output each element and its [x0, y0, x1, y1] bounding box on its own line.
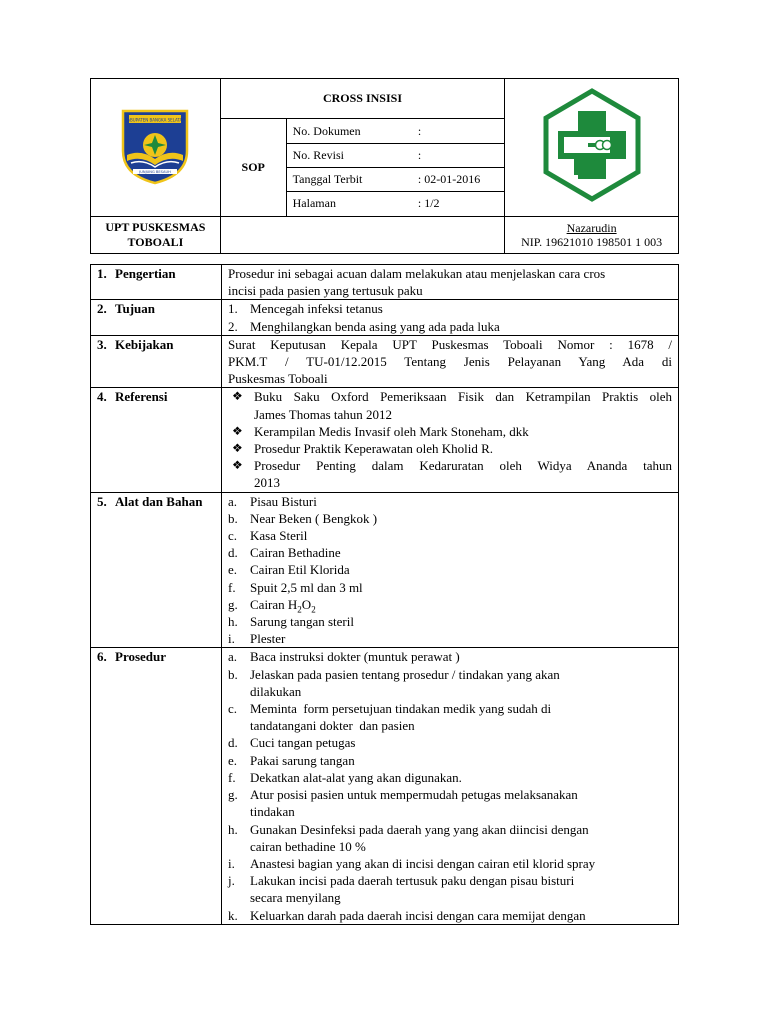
list-item [228, 510, 672, 527]
regency-logo-cell [91, 79, 221, 217]
signer-nip: NIP. 19621010 198501 1 003 [521, 234, 663, 249]
blank-cell [220, 216, 504, 253]
sop-content-table [90, 264, 679, 925]
list-item [228, 630, 672, 647]
item-text: Menghilangkan benda asing yang ada pada luka [250, 318, 500, 334]
section-prosedur [91, 648, 679, 924]
document-title: CROSS INSISI [220, 79, 504, 119]
section-alat-bahan [91, 492, 679, 648]
list-item [232, 388, 672, 422]
item-text: Prosedur Praktik Keperawatan oleh Kholid R. [254, 441, 494, 457]
item-marker: i. [228, 855, 235, 871]
section-label [91, 265, 222, 300]
list-item [228, 318, 672, 335]
section-label [91, 648, 222, 924]
list-item [228, 613, 672, 630]
item-text: Spuit 2,5 ml dan 3 ml [250, 579, 363, 595]
meta-value-tanggal: : 02-01-2016 [412, 167, 505, 191]
list-item [228, 666, 672, 700]
item-text [250, 666, 672, 700]
item-marker: j. [228, 873, 235, 889]
item-marker: 2. [228, 318, 238, 334]
signature-block [505, 216, 679, 253]
org-line-2: TOBOALI [127, 234, 184, 249]
item-marker: a. [228, 493, 238, 509]
meta-label-tanggal: Tanggal Terbit [286, 167, 412, 191]
list-item [228, 561, 672, 578]
list-item [228, 786, 672, 820]
item-line: James Thomas tahun 2012 [254, 406, 393, 422]
regency-emblem-icon [119, 105, 191, 185]
formula-subscript: 2 [311, 604, 316, 615]
item-text: Near Beken ( Bengkok ) [250, 510, 378, 526]
list-item [232, 440, 672, 457]
item-line: Buku Saku Oxford Pemeriksaan Fisik dan Ketrampilan Praktis oleh [254, 389, 672, 405]
section-label [91, 492, 222, 648]
list-item [228, 752, 672, 769]
section-label [91, 300, 222, 335]
item-marker: g. [228, 787, 238, 803]
list-item [228, 855, 672, 872]
item-marker: 1. [228, 301, 238, 317]
text-line: PKM.T / TU-01/12.2015 Tentang Jenis Pelayanan Yang Ada di [228, 354, 672, 370]
list-item [228, 821, 672, 855]
diamond-bullet-icon: ❖ [232, 441, 243, 456]
item-text: Keluarkan darah pada daerah incisi dengan cara memijat dengan [250, 907, 586, 923]
item-text [250, 821, 672, 855]
item-marker: b. [228, 666, 238, 682]
section-number: 2. [97, 301, 107, 317]
meta-value-dokumen: : [412, 119, 505, 143]
section-label [91, 388, 222, 492]
section-number: 3. [97, 336, 107, 352]
section-content [222, 492, 679, 648]
item-marker: g. [228, 596, 238, 612]
item-text [250, 786, 672, 820]
item-marker: c. [228, 701, 238, 717]
item-marker: k. [228, 907, 238, 923]
item-text: Pisau Bisturi [250, 493, 317, 509]
formula-subscript: 2 [297, 604, 302, 615]
item-marker: c. [228, 528, 238, 544]
section-number: 4. [97, 389, 107, 405]
section-content [222, 300, 679, 335]
item-marker: e. [228, 752, 238, 768]
item-line: 2013 [254, 475, 280, 491]
signer-name: Nazarudin [566, 220, 617, 235]
list-item [228, 493, 672, 510]
document-header [90, 78, 679, 254]
meta-label-dokumen: No. Dokumen [286, 119, 412, 143]
puskesmas-logo-cell [505, 79, 679, 217]
section-tujuan [91, 300, 679, 335]
list-item [228, 527, 672, 544]
item-marker: d. [228, 545, 238, 561]
item-text: Kerampilan Medis Invasif oleh Mark Stoneham, dkk [254, 423, 529, 439]
section-number: 6. [97, 649, 107, 665]
sop-label: SOP [220, 119, 286, 216]
item-marker: f. [228, 769, 236, 785]
item-line: secara menyilang [250, 890, 341, 906]
formula-text: O [301, 596, 312, 612]
item-text [254, 457, 672, 491]
text-line: Prosedur ini sebagai acuan dalam melakukan atau menjelaskan cara cros [228, 266, 606, 281]
item-text: Anastesi bagian yang akan di incisi dengan cairan etil klorid spray [250, 855, 596, 871]
item-text: Cuci tangan petugas [250, 735, 356, 751]
section-label [91, 335, 222, 388]
list-item [228, 300, 672, 317]
org-line-1: UPT PUSKESMAS [105, 219, 206, 234]
section-title: Tujuan [115, 301, 155, 317]
emblem-top-text: KABUPATEN BANGKA SELATAN [125, 117, 186, 123]
section-title: Alat dan Bahan [115, 493, 203, 509]
section-title: Referensi [115, 389, 168, 405]
list-item [228, 769, 672, 786]
section-kebijakan [91, 335, 679, 388]
diamond-bullet-icon: ❖ [232, 423, 243, 438]
item-marker: h. [228, 614, 238, 630]
item-text: Mencegah infeksi tetanus [250, 301, 383, 317]
item-text: Kasa Steril [250, 528, 308, 544]
item-text: Pakai sarung tangan [250, 752, 355, 768]
item-text [250, 700, 672, 734]
item-line: cairan bethadine 10 % [250, 838, 366, 854]
section-title: Prosedur [115, 649, 167, 665]
emblem-motto-text: JUNJUNG BESAUH [139, 170, 172, 175]
meta-label-halaman: Halaman [286, 192, 412, 216]
organization-name [91, 216, 221, 253]
item-text: Dekatkan alat-alat yang akan digunakan. [250, 769, 462, 785]
item-marker: i. [228, 631, 235, 647]
item-line: Atur posisi pasien untuk mempermudah petugas melaksanakan [250, 787, 578, 803]
item-marker: e. [228, 562, 238, 578]
item-line: Gunakan Desinfeksi pada daerah yang yang akan diincisi dengan [250, 821, 589, 837]
list-item [228, 596, 672, 613]
section-title: Pengertian [115, 266, 176, 281]
meta-value-halaman: : 1/2 [412, 192, 505, 216]
meta-value-revisi: : [412, 143, 505, 167]
item-line: tindakan [250, 804, 295, 820]
item-text: Baca instruksi dokter (muntuk perawat ) [250, 649, 460, 665]
list-item [228, 734, 672, 751]
item-line: dilakukan [250, 683, 302, 699]
section-content [222, 265, 679, 300]
list-item [228, 700, 672, 734]
list-item [228, 544, 672, 561]
item-marker: a. [228, 649, 238, 665]
section-content [222, 388, 679, 492]
item-line: Lakukan incisi pada daerah tertusuk paku dengan pisau bisturi [250, 873, 575, 889]
item-text: Cairan Bethadine [250, 545, 341, 561]
text-line: Surat Keputusan Kepala UPT Puskesmas Toboali Nomor : 1678 / [228, 336, 672, 352]
item-text: Plester [250, 631, 286, 647]
item-text [254, 388, 672, 422]
list-item [228, 907, 672, 924]
text-line: incisi pada pasien yang tertusuk paku [228, 283, 423, 299]
item-marker: f. [228, 579, 236, 595]
item-line: Meminta form persetujuan tindakan medik yang sudah di [250, 701, 552, 717]
list-item [228, 648, 672, 665]
section-number: 5. [97, 493, 107, 509]
item-text [250, 872, 672, 906]
item-marker: b. [228, 510, 238, 526]
section-pengertian [91, 265, 679, 300]
list-item [228, 579, 672, 596]
list-item [228, 872, 672, 906]
section-content [222, 648, 679, 924]
item-line: Prosedur Penting dalam Kedaruratan oleh Widya Ananda tahun [254, 458, 672, 474]
list-item [232, 457, 672, 491]
item-line: Jelaskan pada pasien tentang prosedur / tindakan yang akan [250, 666, 560, 682]
diamond-bullet-icon: ❖ [232, 389, 243, 404]
section-content [222, 335, 679, 388]
section-title: Kebijakan [115, 336, 174, 352]
diamond-bullet-icon: ❖ [232, 458, 243, 473]
puskesmas-logo-icon [534, 87, 650, 203]
item-text [250, 596, 672, 613]
text-line: Puskesmas Toboali [228, 371, 328, 387]
item-text: Sarung tangan steril [250, 614, 354, 630]
section-referensi [91, 388, 679, 492]
item-marker: h. [228, 821, 238, 837]
list-item [232, 423, 672, 440]
item-line: tandatangani dokter dan pasien [250, 718, 415, 734]
formula-text: Cairan H [250, 596, 298, 612]
item-marker: d. [228, 735, 238, 751]
section-number: 1. [97, 266, 107, 281]
item-text: Cairan Etil Klorida [250, 562, 350, 578]
meta-label-revisi: No. Revisi [286, 143, 412, 167]
